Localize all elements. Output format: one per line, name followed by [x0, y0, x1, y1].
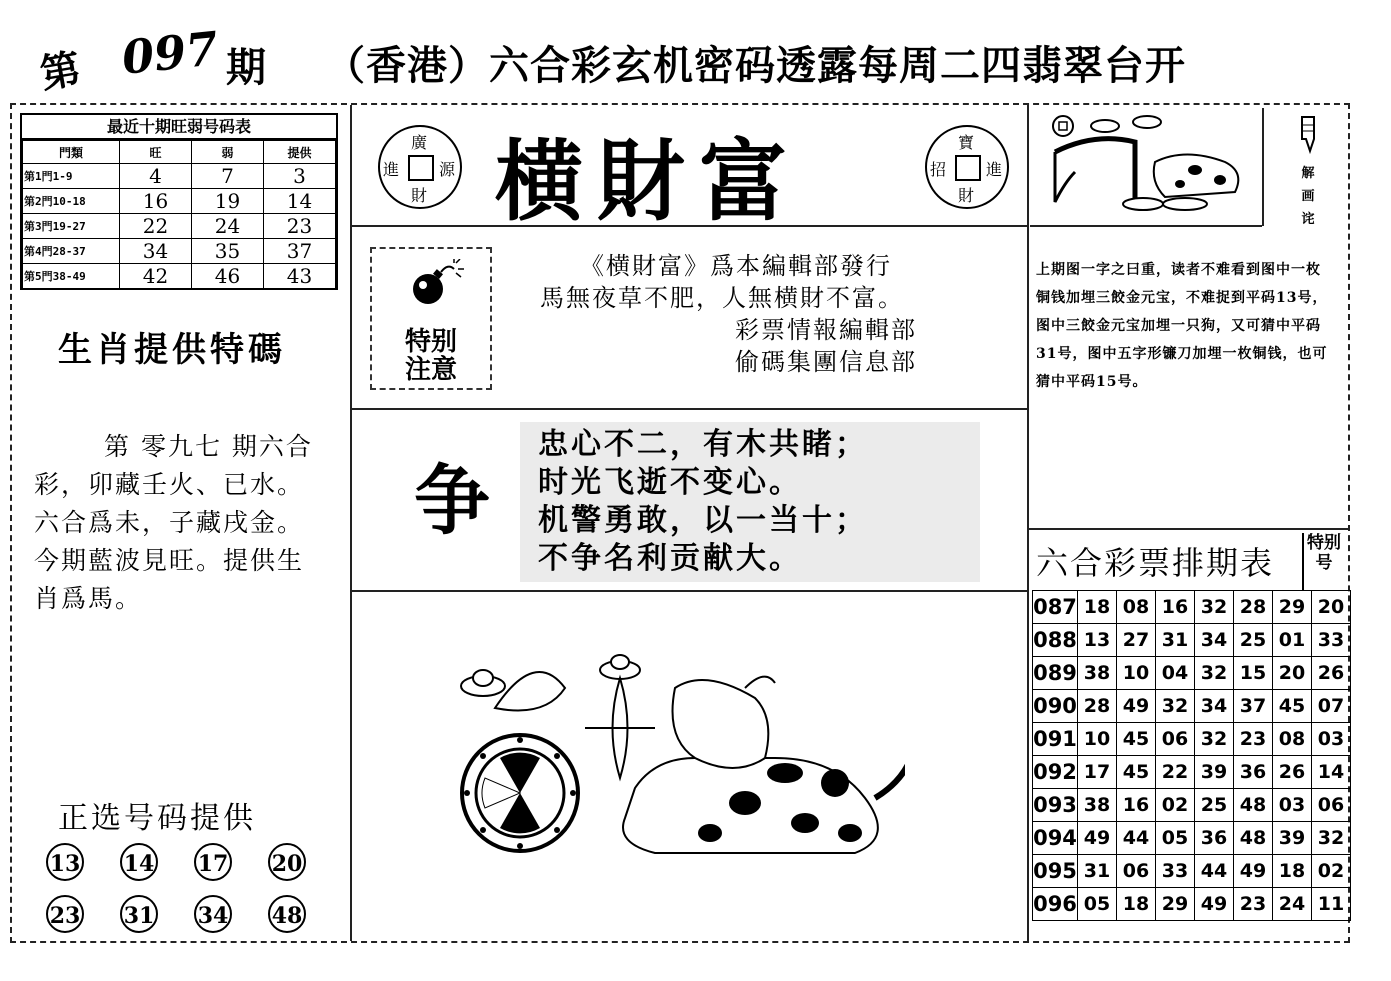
tigong-cell: 3 [264, 164, 336, 189]
col-header: 弱 [192, 141, 264, 164]
number-cell: 10 [1117, 657, 1156, 690]
schedule-row [1033, 657, 1351, 690]
period-cell: 092 [1033, 756, 1078, 789]
number-cell: 05 [1156, 822, 1195, 855]
zodiac-text: 第 零九七 期六合彩，卯藏壬火、已水。六合爲未，子藏戌金。今期藍波見旺。提供生肖爲馬。 [34, 432, 313, 613]
table-row [23, 264, 336, 289]
schedule-row [1033, 855, 1351, 888]
notice-line2: 注意 [404, 355, 457, 385]
pick-number: 23 [46, 895, 84, 933]
number-cell: 26 [1273, 756, 1312, 789]
riddle-image [1035, 112, 1260, 220]
period-cell: 090 [1033, 690, 1078, 723]
schedule-row [1033, 789, 1351, 822]
divider-mid-3 [350, 590, 1027, 592]
number-cell: 29 [1156, 888, 1195, 921]
slogan-line4: 偷碼集團信息部 [735, 348, 917, 376]
number-cell: 18 [1273, 855, 1312, 888]
number-cell: 25 [1234, 624, 1273, 657]
number-cell: 39 [1195, 756, 1234, 789]
number-cell: 27 [1117, 624, 1156, 657]
pick-number: 20 [268, 843, 306, 881]
coin-char: 進 [383, 160, 400, 179]
number-cell: 15 [1234, 657, 1273, 690]
slogan-line2: 馬無夜草不肥，人無横財不富。 [540, 284, 904, 312]
number-cell: 44 [1117, 822, 1156, 855]
divider-mid-2 [350, 408, 1027, 410]
poem-line: 时光飞逝不变心。 [538, 465, 802, 500]
notice-line1: 特别 [404, 327, 457, 357]
number-cell: 49 [1195, 888, 1234, 921]
table-row [23, 239, 336, 264]
number-cell: 34 [1195, 690, 1234, 723]
number-cell: 34 [1195, 624, 1234, 657]
dog-illustration [455, 648, 905, 898]
schedule-row [1033, 690, 1351, 723]
riddle-image-side [1262, 108, 1264, 226]
number-cell: 22 [1156, 756, 1195, 789]
number-cell: 23 [1234, 888, 1273, 921]
riddle-label: 解画诧 [1301, 166, 1315, 227]
coin-char: 財 [958, 186, 975, 205]
number-cell: 44 [1195, 855, 1234, 888]
slogan [540, 250, 917, 378]
period-cell: 087 [1033, 591, 1078, 624]
number-cell: 17 [1078, 756, 1117, 789]
tigong-cell: 14 [264, 189, 336, 214]
group-cell: 第3門19-27 [23, 214, 120, 239]
poem-line: 机警勇敢，以一当十； [538, 503, 868, 538]
wang-cell: 42 [120, 264, 192, 289]
number-cell: 31 [1156, 624, 1195, 657]
special-cell: 07 [1312, 690, 1351, 723]
number-cell: 04 [1156, 657, 1195, 690]
number-cell: 08 [1117, 591, 1156, 624]
special-cell: 32 [1312, 822, 1351, 855]
group-cell: 第5門38-49 [23, 264, 120, 289]
special-cell: 20 [1312, 591, 1351, 624]
number-cell: 45 [1117, 723, 1156, 756]
coin-left-icon [378, 125, 462, 209]
zodiac-heading: 生肖提供特碼 [58, 330, 286, 370]
pointing-hand-icon [1296, 115, 1320, 155]
number-cell: 32 [1156, 690, 1195, 723]
wang-cell: 16 [120, 189, 192, 214]
number-cell: 01 [1273, 624, 1312, 657]
zheng-character: 争 [414, 456, 490, 545]
number-cell: 29 [1273, 591, 1312, 624]
coin-right-icon [925, 125, 1009, 209]
coin-char: 寶 [958, 133, 975, 152]
table-row [23, 164, 336, 189]
slogan-line1: 《横財富》爲本編輯部發行 [580, 252, 892, 280]
bomb-icon [408, 259, 468, 309]
wang-cell: 22 [120, 214, 192, 239]
number-cell: 45 [1117, 756, 1156, 789]
schedule-row [1033, 723, 1351, 756]
number-cell: 23 [1234, 723, 1273, 756]
pick-number: 34 [194, 895, 232, 933]
wang-cell: 4 [120, 164, 192, 189]
special-cell: 33 [1312, 624, 1351, 657]
special-cell: 26 [1312, 657, 1351, 690]
number-cell: 03 [1273, 789, 1312, 822]
group-cell: 第1門1-9 [23, 164, 120, 189]
number-cell: 49 [1117, 690, 1156, 723]
period-cell: 096 [1033, 888, 1078, 921]
number-cell: 08 [1273, 723, 1312, 756]
period-cell: 088 [1033, 624, 1078, 657]
group-cell: 第2門10-18 [23, 189, 120, 214]
coin-char: 廣 [411, 133, 428, 152]
special-cell: 11 [1312, 888, 1351, 921]
pick-number: 13 [46, 843, 84, 881]
table-row [23, 189, 336, 214]
number-cell: 28 [1234, 591, 1273, 624]
period-cell: 089 [1033, 657, 1078, 690]
riddle-text: 上期图一字之曰重，读者不难看到图中一枚铜钱加埋三餃金元宝，不难捉到平码13号，图中三餃金元宝加埋一只狗，又可猜中平码31号，图中五字形镰刀加埋一枚铜钱，也可猜中平码15号。 [1036, 262, 1328, 390]
schedule-row [1033, 822, 1351, 855]
col-header: 提供 [264, 141, 336, 164]
special-cell: 06 [1312, 789, 1351, 822]
schedule-special-label: 特别号 [1302, 533, 1344, 591]
ruo-cell: 46 [192, 264, 264, 289]
period-cell: 093 [1033, 789, 1078, 822]
wang-ruo-table [20, 113, 338, 290]
number-cell: 18 [1117, 888, 1156, 921]
divider-left [350, 105, 352, 941]
schedule-row [1033, 756, 1351, 789]
divider-right [1027, 105, 1029, 941]
number-cell: 39 [1273, 822, 1312, 855]
divider-right-1 [1027, 528, 1348, 530]
header-qi: 期 [226, 45, 266, 91]
wang-cell: 34 [120, 239, 192, 264]
number-cell: 16 [1156, 591, 1195, 624]
ruo-cell: 24 [192, 214, 264, 239]
slogan-line3: 彩票情報編輯部 [735, 316, 917, 344]
number-cell: 02 [1156, 789, 1195, 822]
table-header-row [23, 141, 336, 164]
tigong-cell: 43 [264, 264, 336, 289]
pick-number: 48 [268, 895, 306, 933]
period-cell: 094 [1033, 822, 1078, 855]
number-cell: 49 [1234, 855, 1273, 888]
number-cell: 06 [1117, 855, 1156, 888]
number-cell: 38 [1078, 789, 1117, 822]
number-cell: 45 [1273, 690, 1312, 723]
table-row [23, 214, 336, 239]
number-cell: 05 [1078, 888, 1117, 921]
logo-title: 横財富 [495, 129, 802, 233]
number-cell: 31 [1078, 855, 1117, 888]
number-cell: 32 [1195, 591, 1234, 624]
pick-number: 17 [194, 843, 232, 881]
number-cell: 37 [1234, 690, 1273, 723]
schedule-row [1033, 624, 1351, 657]
number-cell: 36 [1234, 756, 1273, 789]
special-cell: 03 [1312, 723, 1351, 756]
coin-char: 招 [930, 160, 947, 179]
ruo-cell: 7 [192, 164, 264, 189]
number-cell: 18 [1078, 591, 1117, 624]
number-cell: 16 [1117, 789, 1156, 822]
col-header: 門類 [23, 141, 120, 164]
number-cell: 36 [1195, 822, 1234, 855]
number-cell: 33 [1156, 855, 1195, 888]
poem-box [520, 422, 980, 582]
ruo-cell: 19 [192, 189, 264, 214]
picks-heading: 正选号码提供 [58, 801, 256, 836]
coin-char: 進 [986, 160, 1003, 179]
period-cell: 091 [1033, 723, 1078, 756]
number-cell: 06 [1156, 723, 1195, 756]
coin-char: 源 [439, 160, 456, 179]
number-cell: 25 [1195, 789, 1234, 822]
pick-number: 31 [120, 895, 158, 933]
number-cell: 10 [1078, 723, 1117, 756]
poem-line: 不争名利贡献大。 [538, 541, 802, 576]
riddle-image-frame [1030, 225, 1262, 227]
page-title: （香港）六合彩玄机密码透露每周二四翡翠台开 [325, 43, 1186, 89]
poem-line: 忠心不二，有木共睹； [538, 427, 868, 462]
table-caption: 最近十期旺弱号码表 [22, 115, 336, 140]
number-cell: 13 [1078, 624, 1117, 657]
special-cell: 02 [1312, 855, 1351, 888]
notice-box [370, 247, 492, 390]
pick-number: 14 [120, 843, 158, 881]
number-cell: 48 [1234, 822, 1273, 855]
page-header [36, 21, 1340, 99]
number-cell: 48 [1234, 789, 1273, 822]
number-cell: 24 [1273, 888, 1312, 921]
issue-number: 097 [119, 21, 221, 85]
period-cell: 095 [1033, 855, 1078, 888]
number-cell: 28 [1078, 690, 1117, 723]
schedule-row [1033, 591, 1351, 624]
ruo-cell: 35 [192, 239, 264, 264]
special-cell: 14 [1312, 756, 1351, 789]
tigong-cell: 23 [264, 214, 336, 239]
coin-char: 財 [411, 186, 428, 205]
schedule-title: 六合彩票排期表 [1036, 544, 1275, 582]
zodiac-paragraph [34, 428, 319, 618]
tigong-cell: 37 [264, 239, 336, 264]
schedule-table [1032, 590, 1351, 921]
number-cell: 32 [1195, 723, 1234, 756]
col-header: 旺 [120, 141, 192, 164]
number-cell: 49 [1078, 822, 1117, 855]
number-cell: 20 [1273, 657, 1312, 690]
group-cell: 第4門28-37 [23, 239, 120, 264]
schedule-row [1033, 888, 1351, 921]
number-cell: 38 [1078, 657, 1117, 690]
header-di: 第 [36, 45, 85, 99]
number-cell: 32 [1195, 657, 1234, 690]
